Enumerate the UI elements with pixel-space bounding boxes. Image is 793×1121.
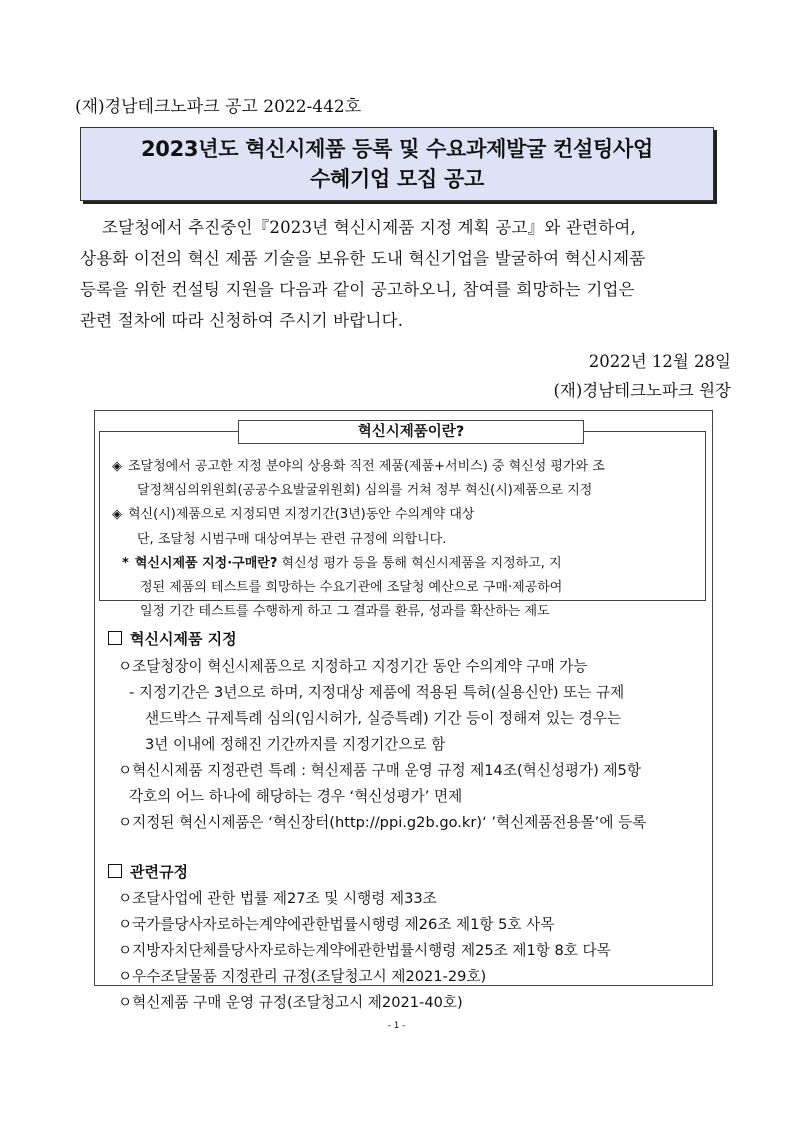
announcement-date: 2022년 12월 28일 <box>588 352 731 371</box>
title-line-1: 2023년도 혁신시제품 등록 및 수요과제발굴 컨설팅사업 <box>140 137 653 161</box>
regulation-item-5: ㅇ혁신제품 구매 운영 규정(조달청고시 제2021-40호) <box>118 994 463 1011</box>
document-number: (재)경남테크노파크 공고 2022-442호 <box>75 97 362 117</box>
regulation-item-4: ㅇ우수조달물품 지정관리 규정(조달청고시 제2021-29호) <box>118 968 487 985</box>
definition-note: * 혁신시제품 지정·구매란? 혁신성 평가 등을 통해 혁신시제품을 지정하고, 지 <box>122 556 562 571</box>
diamond-bullet-icon: ◈ <box>112 459 122 474</box>
regulation-item-3: ㅇ지방자치단체를당사자로하는계약에관한법률시행령 제25조 제1항 8호 다목 <box>118 942 611 959</box>
title-box <box>80 127 714 201</box>
definition-note-cont-2: 일정 기간 테스트를 수행하게 하고 그 결과를 환류, 성과를 확산하는 제도 <box>140 604 550 619</box>
definition-bullet-2: ◈ 혁신(시)제품으로 지정되면 지정기간(3년)동안 수의계약 대상 <box>112 507 475 522</box>
intro-line-3: 등록을 위한 컨설팅 지원을 다음과 같이 공고하오니, 참여를 희망하는 기업은 <box>80 280 635 299</box>
regulation-item-2: ㅇ국가를당사자로하는계약에관한법률시행령 제26조 제1항 5호 사목 <box>118 916 555 933</box>
designation-item-5: ㅇ혁신시제품 지정관련 특례 : 혁신제품 구매 운영 규정 제14조(혁신성평가) 제5항 <box>118 762 641 779</box>
designation-item-3: 샌드박스 규제특례 심의(임시허가, 실증특례) 기간 등이 정해져 있는 경우는 <box>145 710 622 727</box>
section-heading-regulations: 관련규정 <box>108 861 188 882</box>
definition-title: 혁신시제품이란? <box>238 420 584 444</box>
designation-item-7: ㅇ지정된 혁신시제품은 ‘혁신장터(http://ppi.g2b.go.kr)‘ ’혁신제품전용몰’에 등록 <box>118 814 647 831</box>
definition-bullet-1-cont: 달정책심의위원회(공공수요발굴위원회) 심의를 거쳐 정부 혁신(시)제품으로 지정 <box>137 483 593 498</box>
page-number: - 1 - <box>387 1021 406 1031</box>
checkbox-square-icon <box>108 864 122 878</box>
note-star: * <box>122 556 129 571</box>
signature: (재)경남테크노파크 원장 <box>553 381 731 400</box>
checkbox-square-icon <box>108 631 122 645</box>
note-term: 혁신시제품 지정·구매란? <box>134 556 278 571</box>
intro-line-4: 관련 절차에 따라 신청하여 주시기 바랍니다. <box>80 311 404 330</box>
designation-item-1: ㅇ조달청장이 혁신시제품으로 지정하고 지정기간 동안 수의계약 구매 가능 <box>118 658 588 675</box>
intro-line-1: 조달청에서 추진중인『2023년 혁신시제품 지정 계획 공고』와 관련하여, <box>102 218 636 237</box>
definition-bullet-2-cont: 단, 조달청 시범구매 대상여부는 관련 규정에 의합니다. <box>137 532 447 547</box>
info-box <box>94 410 713 1011</box>
designation-item-6: 각호의 어느 하나에 해당하는 경우 ‘혁신성평가’ 면제 <box>129 788 463 805</box>
definition-bullet-1: ◈ 조달청에서 공고한 지정 분야의 상용화 직전 제품(제품+서비스) 중 혁신성 평가와 조 <box>112 459 605 474</box>
diamond-bullet-icon: ◈ <box>112 507 122 522</box>
section-heading-designation: 혁신시제품 지정 <box>108 628 237 649</box>
definition-note-cont-1: 정된 제품의 테스트를 희망하는 수요기관에 조달청 예산으로 구매·제공하여 <box>140 580 563 595</box>
title-line-2: 수혜기업 모집 공고 <box>310 167 484 191</box>
designation-item-4: 3년 이내에 정해진 기간까지를 지정기간으로 함 <box>145 736 446 753</box>
designation-item-2: - 지정기간은 3년으로 하며, 지정대상 제품에 적용된 특허(실용신안) 또는 규제 <box>129 684 625 701</box>
definition-box <box>99 424 706 619</box>
intro-line-2: 상용화 이전의 혁신 제품 기술을 보유한 도내 혁신기업을 발굴하여 혁신시제품 <box>80 249 646 268</box>
regulation-item-1: ㅇ조달사업에 관한 법률 제27조 및 시행령 제33조 <box>118 890 437 907</box>
